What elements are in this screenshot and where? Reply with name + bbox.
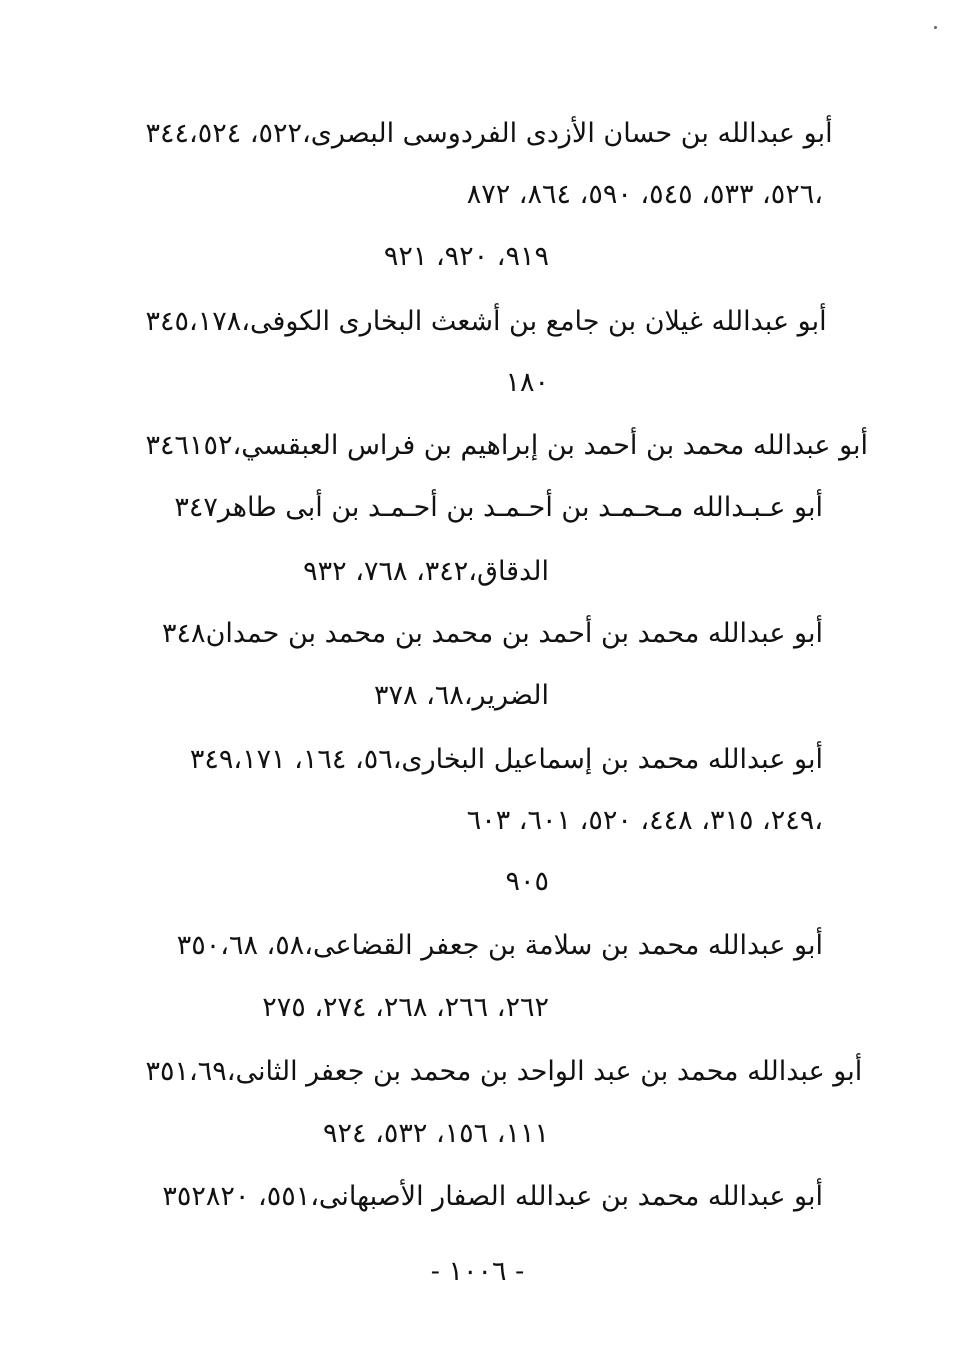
index-entry-344-line-2: ٥٢٦، ٥٣٣، ٥٤٥، ٥٩٠، ٨٦٤، ٨٧٢، [466, 179, 823, 210]
index-entry-348-line-2: الضرير،٦٨، ٣٧٨ [374, 680, 549, 711]
entry-number: ٣٥٢ [162, 1181, 206, 1212]
index-entry-350-line-1 [123, 926, 823, 966]
entry-number: ٣٤٦ [145, 430, 189, 461]
entry-text: أبو عـبـدالله مـحـمـد بن أحـمـد بن أحـمـد بن أبى طاهر [217, 492, 823, 523]
entry-number: ٣٥٠ [176, 930, 221, 961]
entry-number: ٣٤٤ [145, 118, 189, 149]
entry-text: أبو عبدالله غيلان بن جامع بن أشعث البخارى الكوفى،١٧٨، [189, 306, 827, 337]
index-entry-351-line-1 [123, 1052, 863, 1092]
index-entry-348-line-1 [123, 614, 823, 654]
entry-text: أبو عبدالله بن حسان الأزدى الفردوسى البصرى،٥٢٢، ٥٢٤، [189, 118, 833, 149]
index-entry-352-line-1 [123, 1177, 823, 1217]
page-speck [934, 26, 937, 29]
index-entry-350-line-2: ٢٦٢، ٢٦٦، ٢٦٨، ٢٧٤، ٢٧٥ [262, 992, 549, 1023]
entry-number: ٣٤٩ [189, 744, 234, 775]
entry-text: أبو عبدالله محمد بن عبدالله الصفار الأصبهانى،٥٥١، ٨٢٠ [205, 1181, 823, 1212]
index-entry-345-line-1 [123, 302, 827, 342]
index-entry-351-line-2: ١١١، ١٥٦، ٥٣٢، ٩٢٤ [323, 1118, 549, 1149]
index-entry-347-line-1 [123, 488, 823, 528]
index-entry-344-line-3: ٩١٩، ٩٢٠، ٩٢١ [383, 241, 549, 272]
entry-text: أبو عبدالله محمد بن أحمد بن محمد بن محمد بن حمدان [205, 618, 823, 649]
index-entry-346-line-1 [123, 426, 869, 466]
index-entry-349-line-3: ٩٠٥ [505, 866, 549, 897]
entry-number: ٣٤٥ [145, 306, 189, 337]
index-entry-344-line-1 [123, 114, 833, 154]
page-number: - ١٠٠٦ - [430, 1256, 525, 1287]
index-entry-349-line-1 [123, 740, 823, 780]
entry-number: ٣٤٧ [174, 492, 218, 523]
entry-text: أبو عبدالله محمد بن سلامة بن جعفر القضاعى،٥٨، ٦٨، [220, 930, 823, 961]
entry-number: ٣٤٨ [162, 618, 206, 649]
entry-text: أبو عبدالله محمد بن عبد الواحد بن محمد بن جعفر الثانى،٦٩، [189, 1056, 863, 1087]
index-entry-347-line-2: الدقاق،٣٤٢، ٧٦٨، ٩٣٢ [303, 556, 549, 587]
entry-number: ٣٥١ [145, 1056, 189, 1087]
entry-text: أبو عبدالله محمد بن أحمد بن إبراهيم بن فراس العبقسي،١٥٢ [189, 430, 869, 461]
index-entry-349-line-2: ٢٤٩، ٣١٥، ٤٤٨، ٥٢٠، ٦٠١، ٦٠٣، [466, 805, 823, 836]
index-entry-345-line-2: ١٨٠ [505, 367, 549, 398]
entry-text: أبو عبدالله محمد بن إسماعيل البخارى،٥٦، ١٦٤، ١٧١، [233, 744, 823, 775]
